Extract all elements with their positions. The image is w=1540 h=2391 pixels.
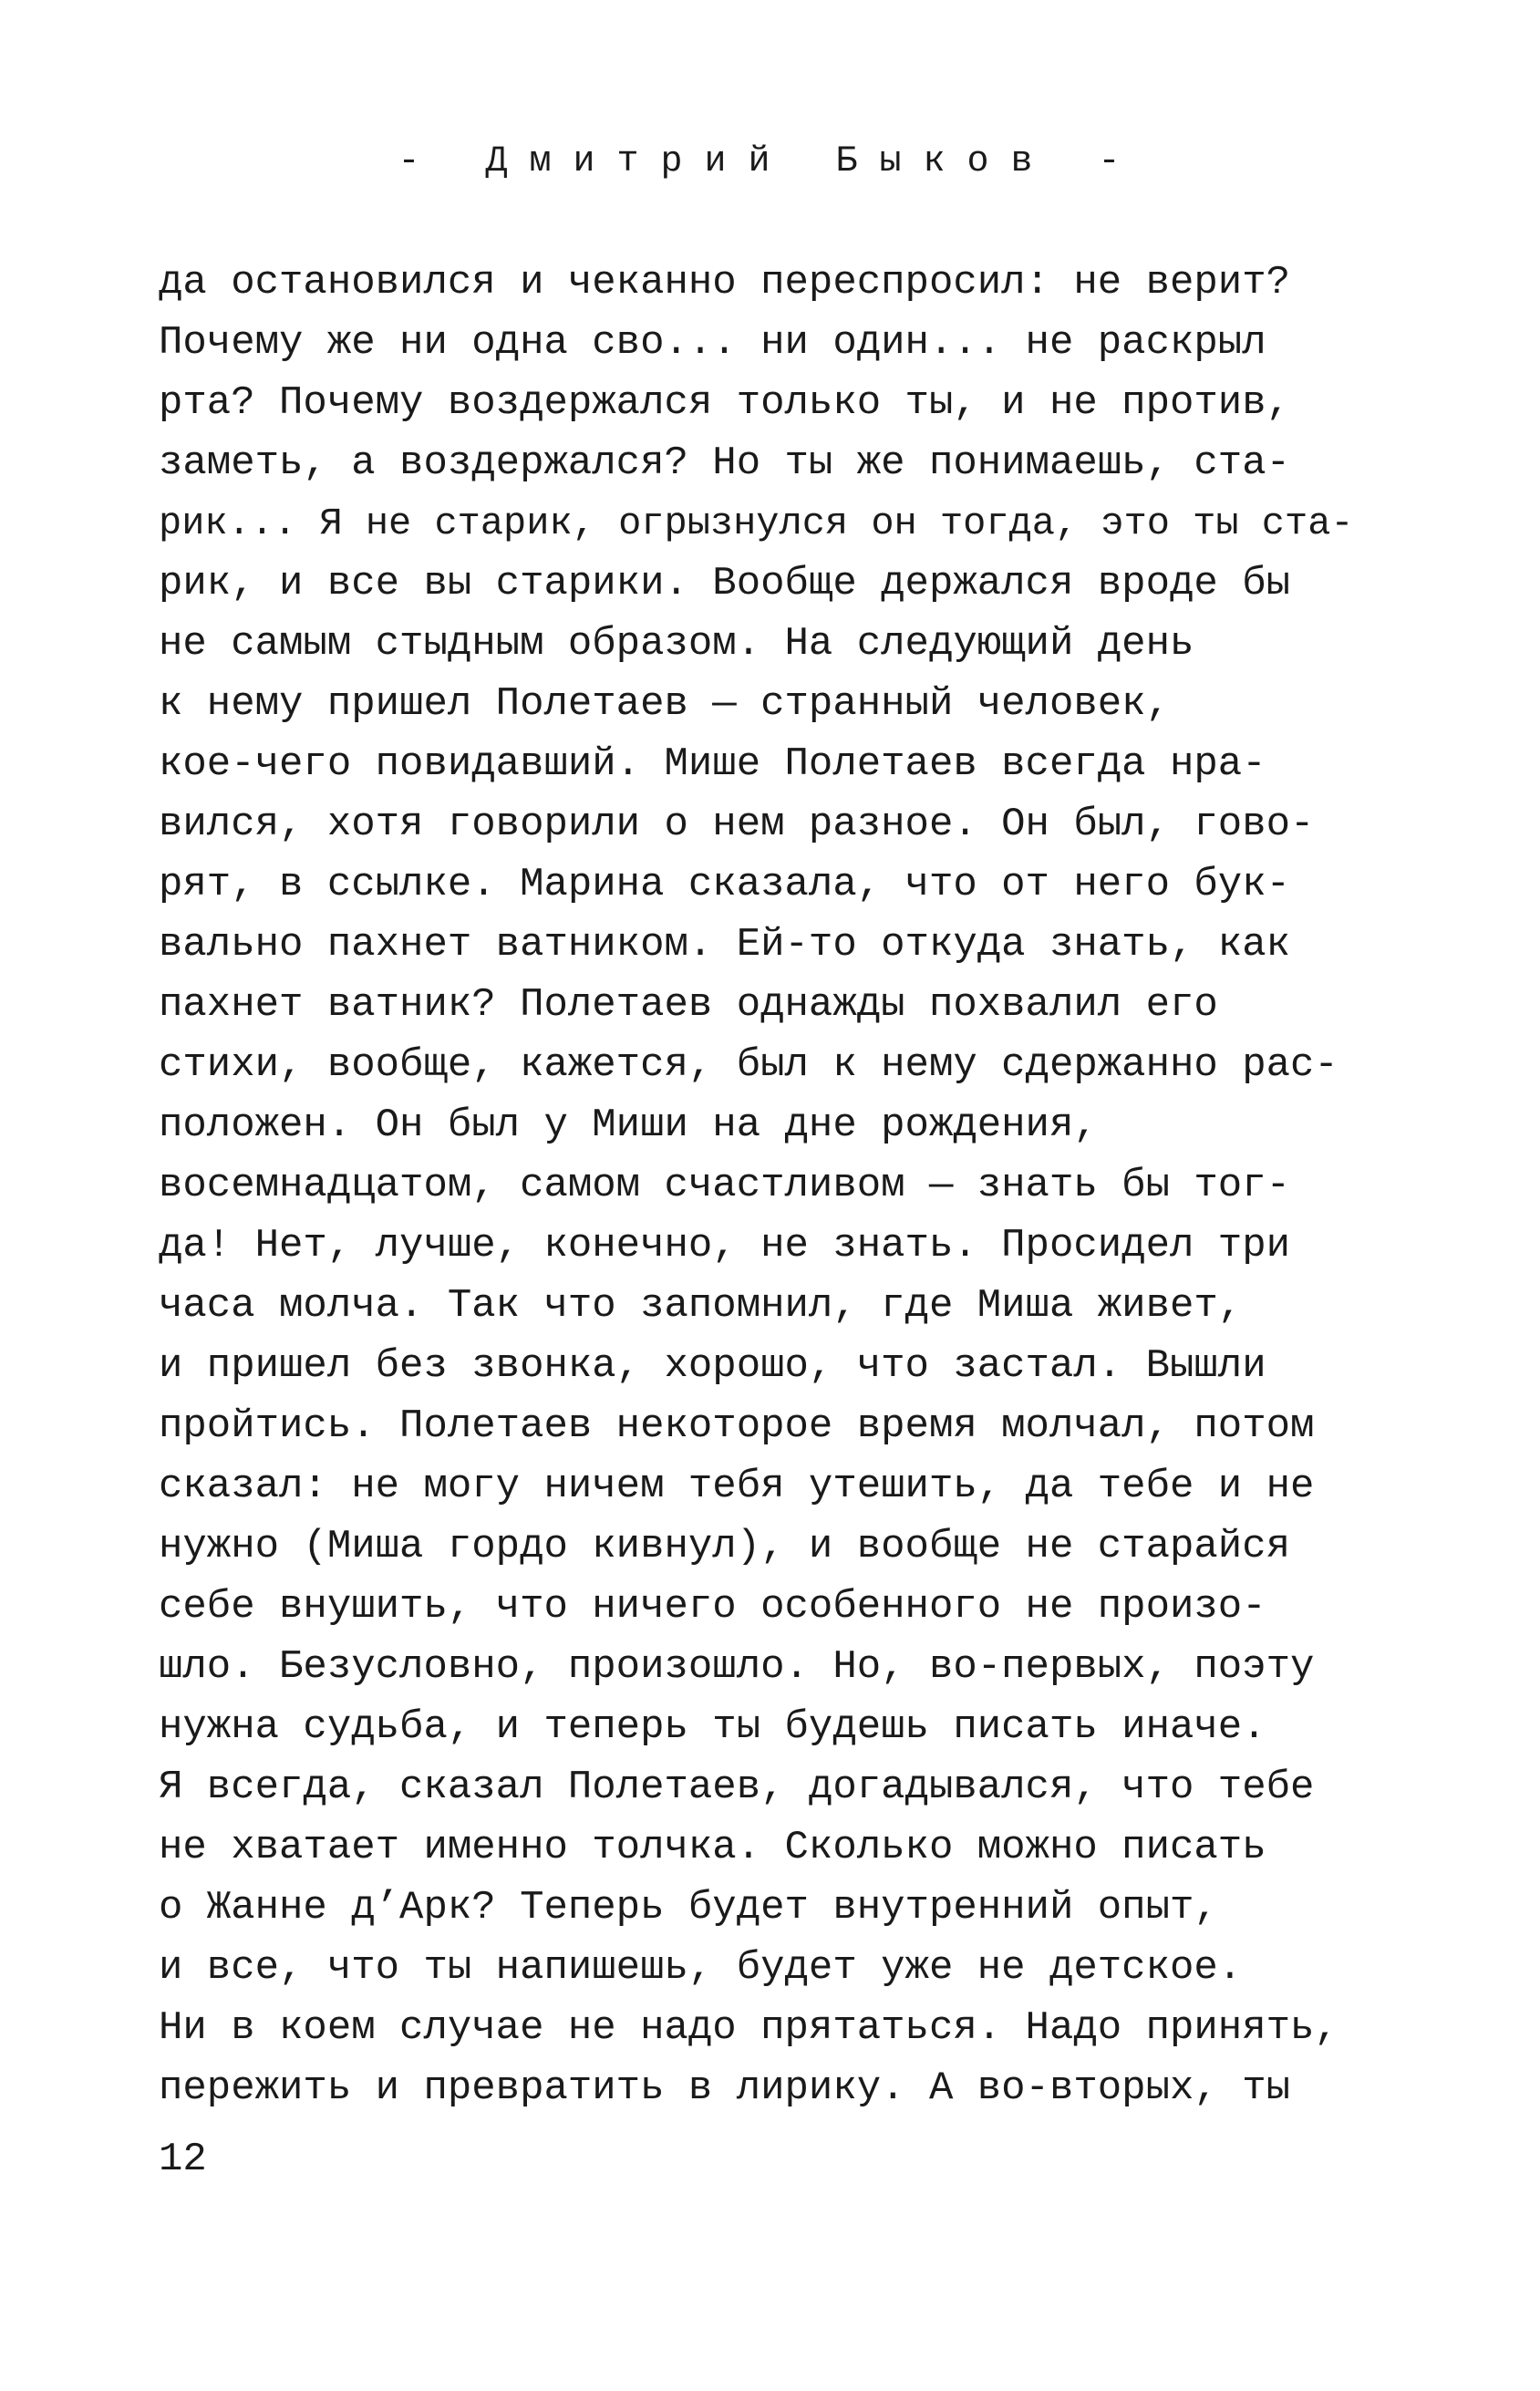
text-line: стихи, вообще, кажется, был к нему сдержанно рас- [159,1042,1338,1088]
text-line: и пришел без звонка, хорошо, что застал. Вышли [159,1343,1266,1389]
text-line: Почему же ни одна сво... ни один... не раскрыл [159,320,1266,366]
text-line: рта? Почему воздержался только ты, и не против, [159,380,1291,426]
running-head: - Дмитрий Быков - [398,141,1142,182]
text-line: вально пахнет ватником. Ей-то откуда знать, как [159,922,1291,968]
text-line: положен. Он был у Миши на дне рождения, [159,1102,1098,1148]
body-text [159,253,1380,2118]
text-line: пахнет ватник? Полетаев однажды похвалил его [159,982,1218,1028]
text-line: о Жанне д’Арк? Теперь будет внутренний опыт, [159,1885,1218,1930]
text-line: рик, и все вы старики. Вообще держался вроде бы [159,561,1291,606]
text-line: пройтись. Полетаев некоторое время молчал, потом [159,1403,1315,1449]
text-line: нужно (Миша гордо кивнул), и вообще не старайся [159,1524,1291,1569]
text-line: не самым стыдным образом. На следующий день [159,621,1194,667]
text-line: и все, что ты напишешь, будет уже не детское. [159,1945,1243,1991]
text-line: рик... Я не старик, огрызнулся он тогда, это ты ста- [159,502,1354,545]
text-line: не хватает именно толчка. Сколько можно писать [159,1825,1266,1870]
text-line: да! Нет, лучше, конечно, не знать. Просидел три [159,1223,1291,1268]
text-line: пережить и превратить в лирику. А во-вторых, ты [159,2065,1291,2111]
text-line: кое-чего повидавший. Мише Полетаев всегда нра- [159,741,1266,787]
text-line: часа молча. Так что запомнил, где Миша живет, [159,1283,1243,1329]
text-line: да остановился и чеканно переспросил: не верит? [159,260,1291,305]
text-line: рят, в ссылке. Марина сказала, что от него бук- [159,862,1291,907]
page-number: 12 [159,2137,207,2182]
text-line: к нему пришел Полетаев — странный человек, [159,681,1170,727]
text-line: себе внушить, что ничего особенного не произо- [159,1584,1266,1630]
text-line: восемнадцатом, самом счастливом — знать бы тог- [159,1163,1291,1208]
text-line: нужна судьба, и теперь ты будешь писать иначе. [159,1704,1266,1750]
text-line: заметь, а воздержался? Но ты же понимаешь, ста- [159,440,1291,486]
text-line: Я всегда, сказал Полетаев, догадывался, что тебе [159,1765,1315,1810]
text-line: Ни в коем случае не надо прятаться. Надо принять, [159,2005,1338,2051]
text-line: вился, хотя говорили о нем разное. Он был, гово- [159,802,1315,847]
text-line: шло. Безусловно, произошло. Но, во-первых, поэту [159,1644,1315,1690]
text-line: сказал: не могу ничем тебя утешить, да тебе и не [159,1464,1315,1509]
